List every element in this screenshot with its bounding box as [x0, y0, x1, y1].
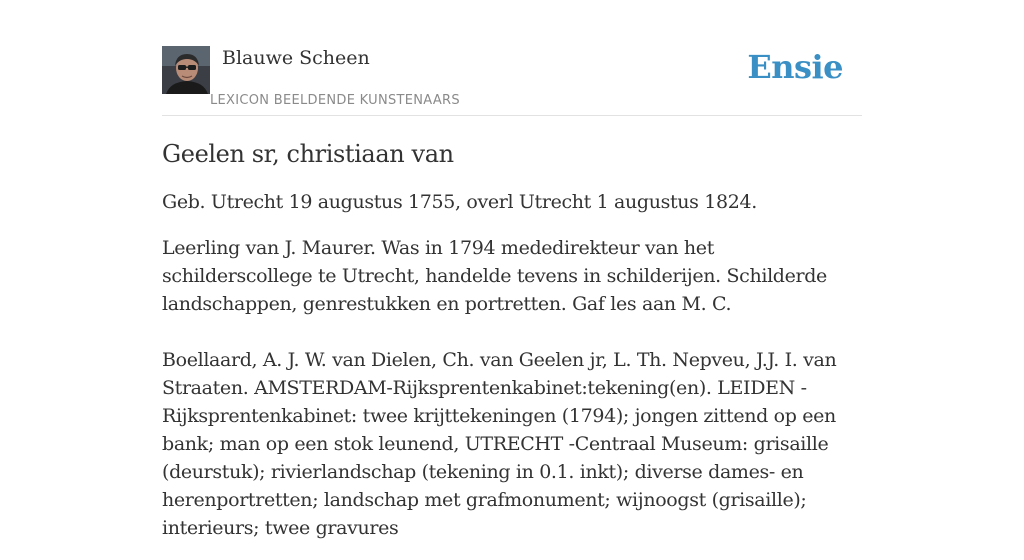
- header: [162, 46, 862, 116]
- article-title: Geelen sr, christiaan van: [162, 140, 454, 168]
- article: [162, 137, 862, 560]
- brand-logo[interactable]: Ensie: [747, 48, 843, 86]
- article-paragraph-biography: Leerling van J. Maurer. Was in 1794 mededirekteur van het schilderscollege te Utrecht, handelde tevens in schilderijen. Schilderde landschappen, genrestukken en portretten. Gaf les aan M. C.: [162, 237, 827, 315]
- author-avatar[interactable]: [162, 46, 210, 94]
- article-paragraph-works: Boellaard, A. J. W. van Dielen, Ch. van Geelen jr, L. Th. Nepveu, J.J. I. van Straaten. AMSTERDAM-Rijksprentenkabinet:tekening(en). LEIDEN - Rijksprentenkabinet: twee krijttekeningen (1794); jongen zittend op een bank; man op een stok leunend, UTRECHT -Centraal Museum: grisaille (deurstuk); rivierlandschap (tekening in 0.1. inkt); diverse dames- en herenportretten; landschap met grafmonument; wijnoogst (grisaille); interieurs; twee gravures: [162, 349, 837, 539]
- article-paragraph-birth: Geb. Utrecht 19 augustus 1755, overl Utrecht 1 augustus 1824.: [162, 191, 757, 213]
- collection-link[interactable]: LEXICON BEELDENDE KUNSTENAARS: [210, 93, 460, 108]
- person-avatar-icon: [162, 46, 210, 94]
- author-name[interactable]: Blauwe Scheen: [222, 47, 370, 69]
- header-divider: [162, 115, 862, 116]
